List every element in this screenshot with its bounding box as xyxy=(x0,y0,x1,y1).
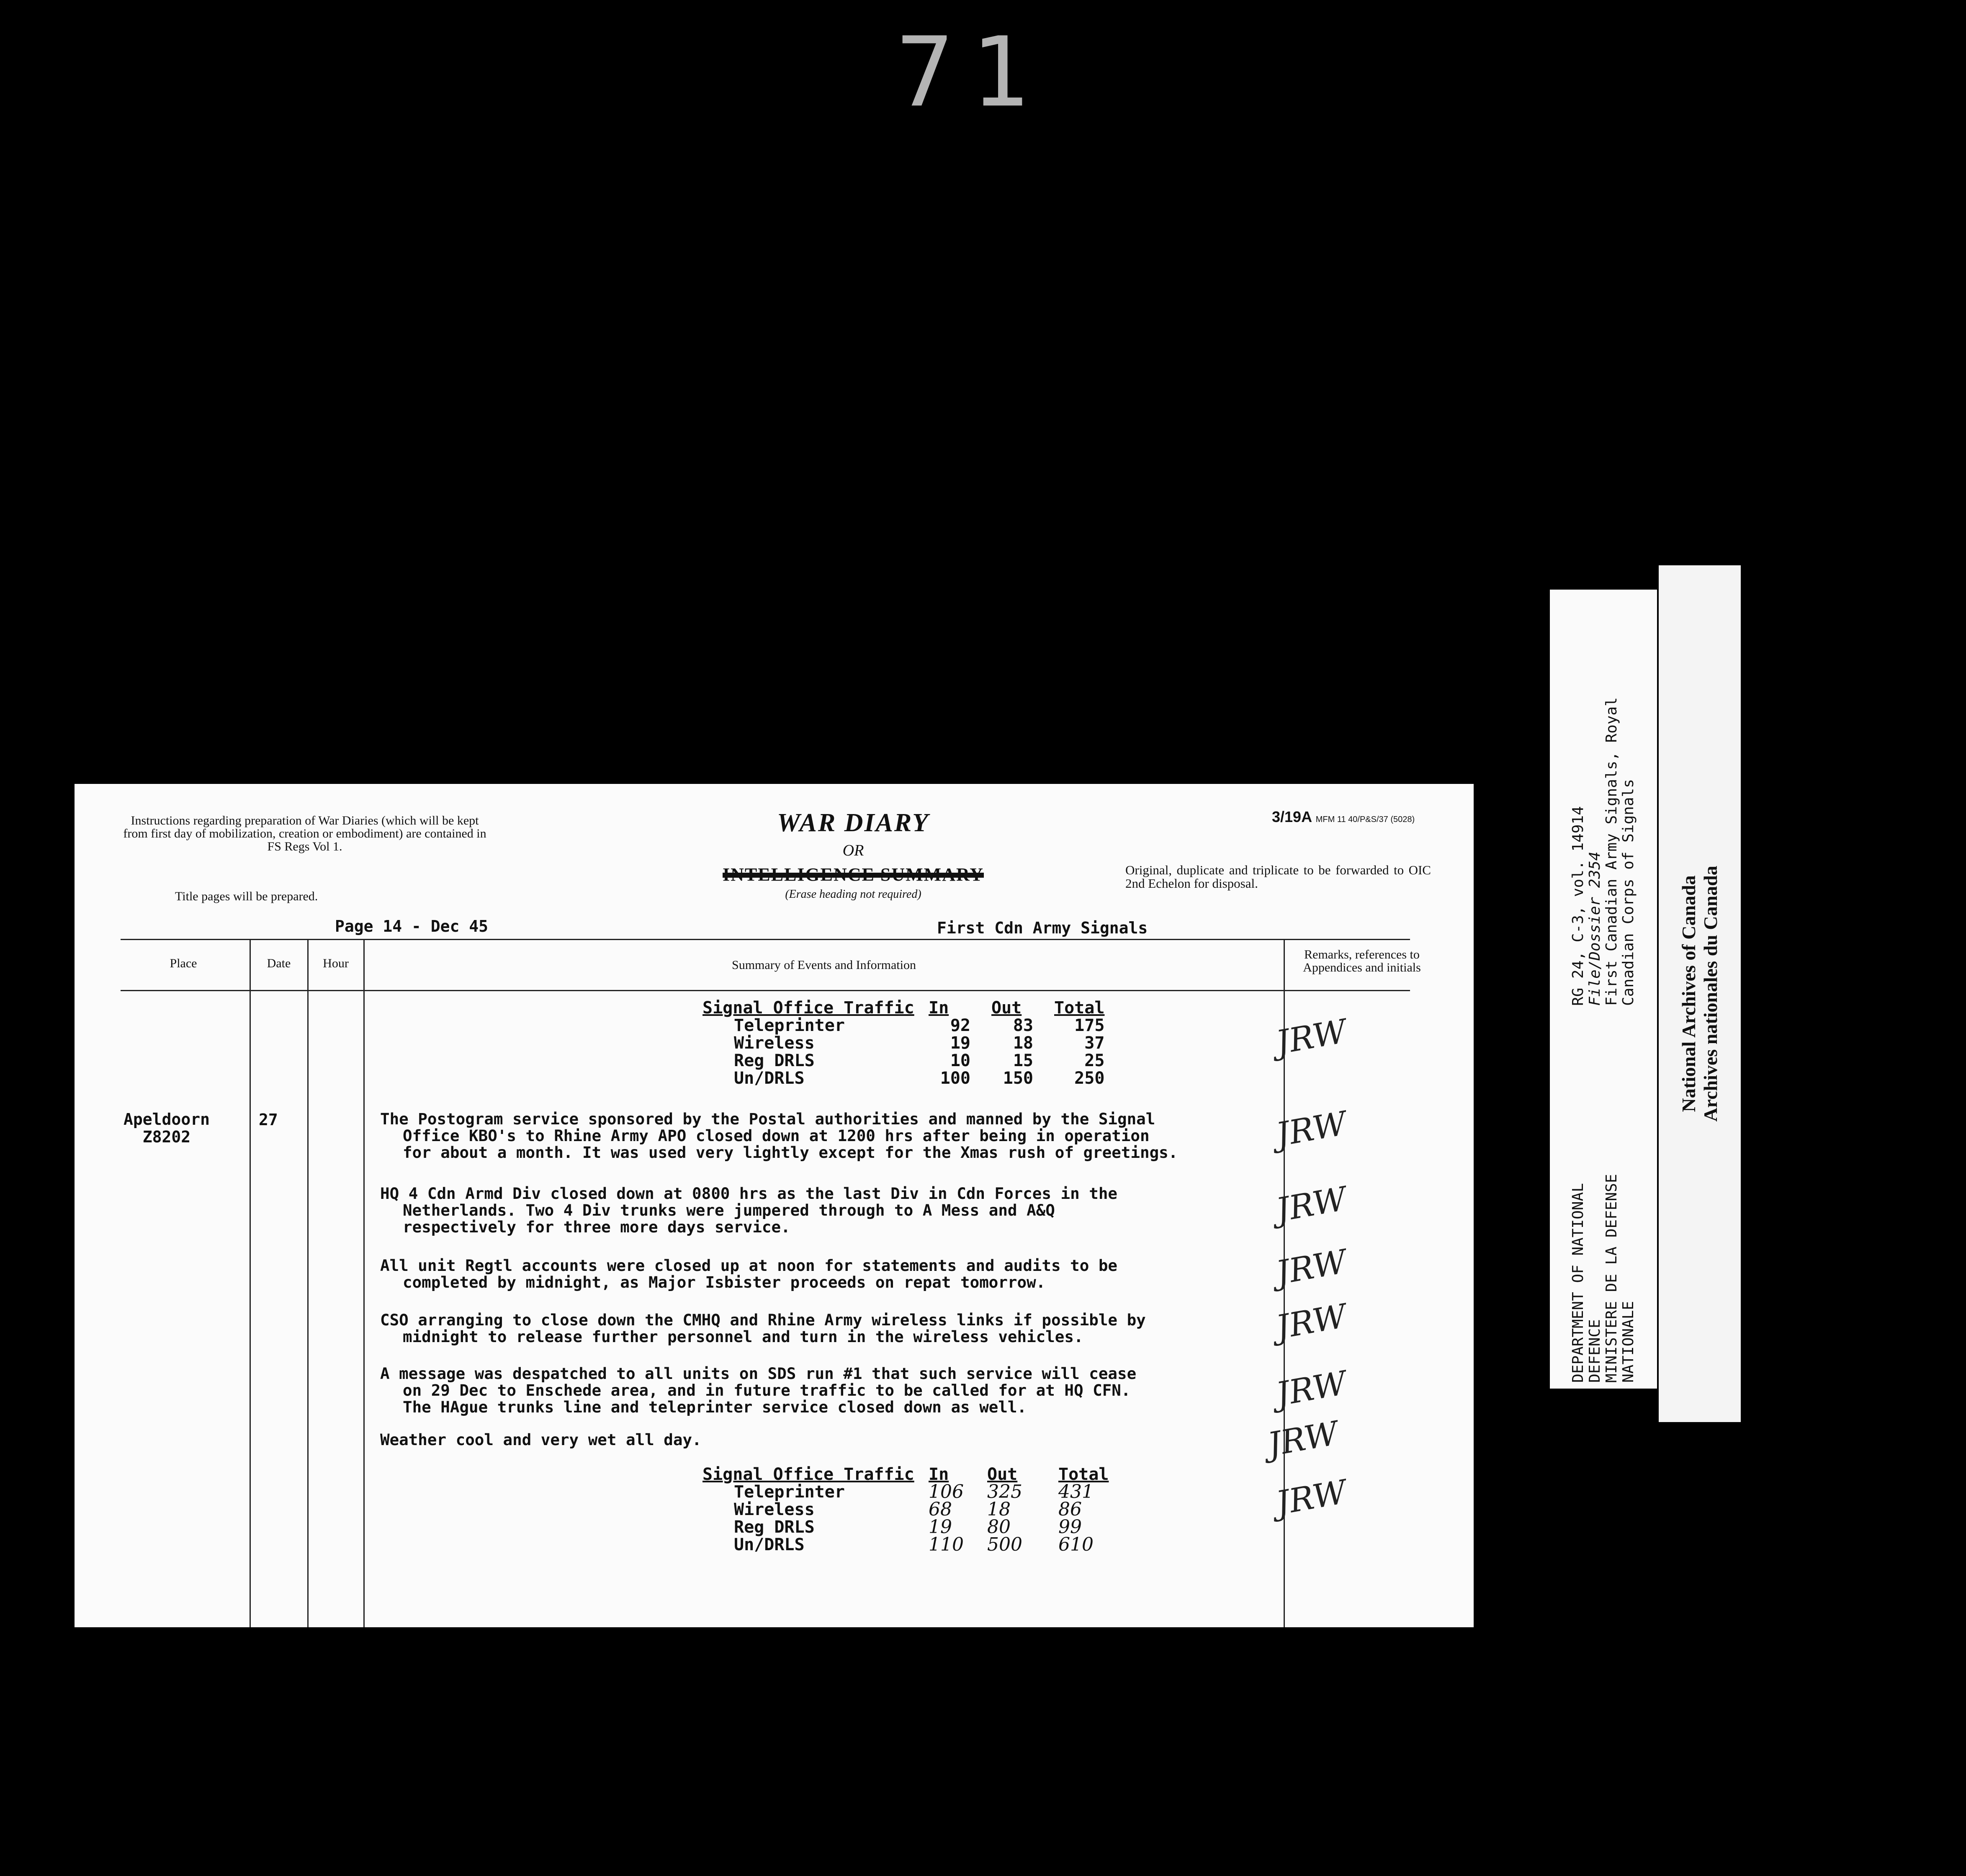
page-reference: Page 14 - Dec 45 xyxy=(335,917,489,935)
traffic-label: Un/DRLS xyxy=(734,1069,805,1088)
initials-signature: JRW xyxy=(1273,1364,1350,1414)
col-header-summary: Summary of Events and Information xyxy=(732,958,916,972)
traffic-total: 431 xyxy=(1058,1481,1094,1502)
traffic-in: 68 xyxy=(929,1499,952,1520)
paragraph-continuation: Office KBO's to Rhine Army APO closed down at 1200 hrs after being in operation for about a month. It was used very lightly except for the Xmas rush of greetings. xyxy=(403,1126,1178,1162)
department-line: DEPARTMENT OF NATIONAL xyxy=(1570,1183,1587,1383)
traffic-in: 100 xyxy=(940,1069,970,1088)
traffic-out: 15 xyxy=(1013,1051,1033,1070)
department-line: MINISTERE DE LA DEFENSE xyxy=(1603,1174,1620,1383)
paragraph-first-line: CSO arranging to close down the CMHQ and Rhine Army wireless links if possible by xyxy=(380,1311,1146,1329)
form-number xyxy=(1272,808,1415,826)
traffic-row xyxy=(703,1536,1109,1554)
table-top-rule xyxy=(121,939,1410,940)
initials-signature: JRW xyxy=(1273,1180,1350,1229)
paragraph-first-line: HQ 4 Cdn Armd Div closed down at 0800 hrs as the last Div in Cdn Forces in the xyxy=(380,1184,1117,1203)
form-heading xyxy=(686,808,1021,901)
traffic-out: 83 xyxy=(1013,1016,1033,1035)
traffic-total: 175 xyxy=(1074,1016,1105,1035)
traffic-in: 19 xyxy=(929,1516,952,1538)
traffic-header-out: Out xyxy=(991,998,1022,1018)
traffic-total: 99 xyxy=(1058,1516,1082,1538)
traffic-total: 25 xyxy=(1084,1051,1105,1070)
initials-signature: JRW xyxy=(1273,1243,1350,1292)
map-reference: Z8202 xyxy=(142,1128,191,1146)
traffic-out: 500 xyxy=(987,1534,1022,1555)
traffic-label: Reg DRLS xyxy=(734,1051,815,1070)
traffic-label: Un/DRLS xyxy=(734,1535,805,1554)
archives-name-fr: Archives nationales du Canada xyxy=(1700,866,1721,1122)
department-line: DEFENCE xyxy=(1586,1319,1603,1383)
entry-place xyxy=(121,1111,213,1146)
traffic-header-total: Total xyxy=(1054,998,1105,1018)
archive-reference-text xyxy=(1570,595,1637,1383)
paragraph-continuation: midnight to release further personnel and turn in the wireless vehicles. xyxy=(403,1327,1083,1346)
traffic-out: 18 xyxy=(987,1499,1011,1520)
traffic-out: 325 xyxy=(987,1481,1022,1502)
entry-date: 27 xyxy=(259,1111,278,1129)
paragraph-continuation: completed by midnight, as Major Isbister proceeds on repat tomorrow. xyxy=(403,1273,1046,1291)
traffic-total: 86 xyxy=(1058,1499,1082,1520)
traffic-out: 18 xyxy=(1013,1033,1033,1053)
traffic-header-label: Signal Office Traffic xyxy=(703,1465,914,1484)
traffic-label: Teleprinter xyxy=(734,1016,845,1035)
initials-signature: JRW xyxy=(1265,1415,1341,1464)
initials-signature: JRW xyxy=(1273,1013,1350,1062)
traffic-label: Teleprinter xyxy=(734,1482,845,1502)
paragraph-first-line: The Postogram service sponsored by the Postal authorities and manned by the Signal xyxy=(380,1110,1155,1128)
archives-stamp-text xyxy=(1678,659,1722,1329)
traffic-header-row xyxy=(703,999,1104,1017)
archive-ref-line: Canadian Corps of Signals xyxy=(1620,779,1637,1006)
title-note: Title pages will be prepared. xyxy=(175,889,318,903)
col-header-remarks: Remarks, references to Appendices and initials xyxy=(1303,948,1421,974)
unit-name: First Cdn Army Signals xyxy=(937,919,1148,937)
traffic-in: 110 xyxy=(929,1534,964,1555)
heading-struck: INTELLIGENCE SUMMARY xyxy=(723,864,984,885)
col-divider-place xyxy=(250,939,251,1627)
summary-paragraph xyxy=(380,1257,1343,1291)
traffic-header-out: Out xyxy=(987,1465,1018,1484)
col-divider-hour xyxy=(363,939,365,1627)
traffic-total: 610 xyxy=(1058,1534,1094,1555)
traffic-out: 150 xyxy=(1003,1069,1033,1088)
traffic-table-bottom xyxy=(703,1466,1109,1554)
col-header-place: Place xyxy=(170,956,197,970)
initials-signature: JRW xyxy=(1273,1297,1350,1347)
archives-name-en: National Archives of Canada xyxy=(1678,875,1699,1112)
archive-ref-line: RG 24, C-3, vol. 14914 xyxy=(1570,806,1587,1006)
form-number-value: 3/19A xyxy=(1272,808,1312,825)
traffic-table-top xyxy=(703,999,1104,1087)
reel-frame-number: 71 xyxy=(896,17,1045,129)
original-note: Original, duplicate and triplicate to be forwarded to OIC 2nd Echelon for disposal. xyxy=(1125,863,1431,891)
col-header-date: Date xyxy=(267,956,291,970)
form-instructions: Instructions regarding preparation of War Diaries (which will be kept from first day of mobilization, creation or embodiment) are contained in FS Regs Vol 1. xyxy=(123,814,486,853)
traffic-row xyxy=(703,1034,1104,1052)
archive-ref-line: First Canadian Army Signals, Royal xyxy=(1603,697,1620,1006)
traffic-label: Wireless xyxy=(734,1500,815,1519)
traffic-label: Wireless xyxy=(734,1033,815,1053)
war-diary-sheet xyxy=(75,784,1474,1627)
paragraph-first-line: Weather cool and very wet all day. xyxy=(380,1430,702,1449)
traffic-header-label: Signal Office Traffic xyxy=(703,998,914,1018)
paragraph-first-line: A message was despatched to all units on SDS run #1 that such service will cease xyxy=(380,1364,1137,1383)
archive-ref-line: File/Dossier 2354 xyxy=(1586,851,1603,1006)
traffic-in: 106 xyxy=(929,1481,964,1502)
traffic-row xyxy=(703,1017,1104,1034)
summary-paragraph xyxy=(380,1185,1343,1235)
archive-reference-label xyxy=(1550,590,1657,1389)
erase-note: (Erase heading not required) xyxy=(785,888,921,901)
summary-paragraph xyxy=(380,1365,1343,1415)
traffic-total: 37 xyxy=(1084,1033,1105,1053)
archives-stamp xyxy=(1659,565,1741,1422)
place-name: Apeldoorn xyxy=(124,1110,210,1129)
traffic-total: 250 xyxy=(1074,1069,1105,1088)
traffic-in: 92 xyxy=(950,1016,970,1035)
initials-signature: JRW xyxy=(1273,1473,1350,1523)
initials-signature: JRW xyxy=(1273,1105,1350,1154)
traffic-header-in: In xyxy=(929,1465,949,1484)
traffic-header-row xyxy=(703,1466,1109,1483)
department-block xyxy=(1570,1174,1637,1383)
summary-paragraph xyxy=(380,1111,1343,1161)
paragraph-continuation: Netherlands. Two 4 Div trunks were jumpered through to A Mess and A&Q respectively for three more days service. xyxy=(403,1201,1055,1236)
traffic-row xyxy=(703,1501,1109,1518)
summary-paragraph xyxy=(380,1312,1343,1345)
department-line: NATIONALE xyxy=(1620,1301,1637,1383)
traffic-row xyxy=(703,1518,1109,1536)
col-divider-date xyxy=(307,939,309,1627)
traffic-row xyxy=(703,1052,1104,1069)
traffic-in: 19 xyxy=(950,1033,970,1053)
heading-or: OR xyxy=(842,842,864,859)
summary-paragraph xyxy=(380,1431,1343,1448)
traffic-label: Reg DRLS xyxy=(734,1518,815,1537)
form-code: MFM 11 40/P&S/37 (5028) xyxy=(1315,815,1415,824)
traffic-row xyxy=(703,1483,1109,1501)
traffic-row xyxy=(703,1069,1104,1087)
paragraph-continuation: on 29 Dec to Enschede area, and in future traffic to be called for at HQ CFN. The HAgue trunks line and teleprinter service closed down as well. xyxy=(403,1381,1131,1416)
col-header-hour: Hour xyxy=(323,956,349,970)
traffic-out: 80 xyxy=(987,1516,1011,1538)
traffic-in: 10 xyxy=(950,1051,970,1070)
table-header-rule xyxy=(121,990,1410,991)
heading-war-diary: WAR DIARY xyxy=(777,809,930,837)
traffic-header-in: In xyxy=(929,998,949,1018)
traffic-header-total: Total xyxy=(1058,1465,1109,1484)
paragraph-first-line: All unit Regtl accounts were closed up at noon for statements and audits to be xyxy=(380,1256,1117,1275)
